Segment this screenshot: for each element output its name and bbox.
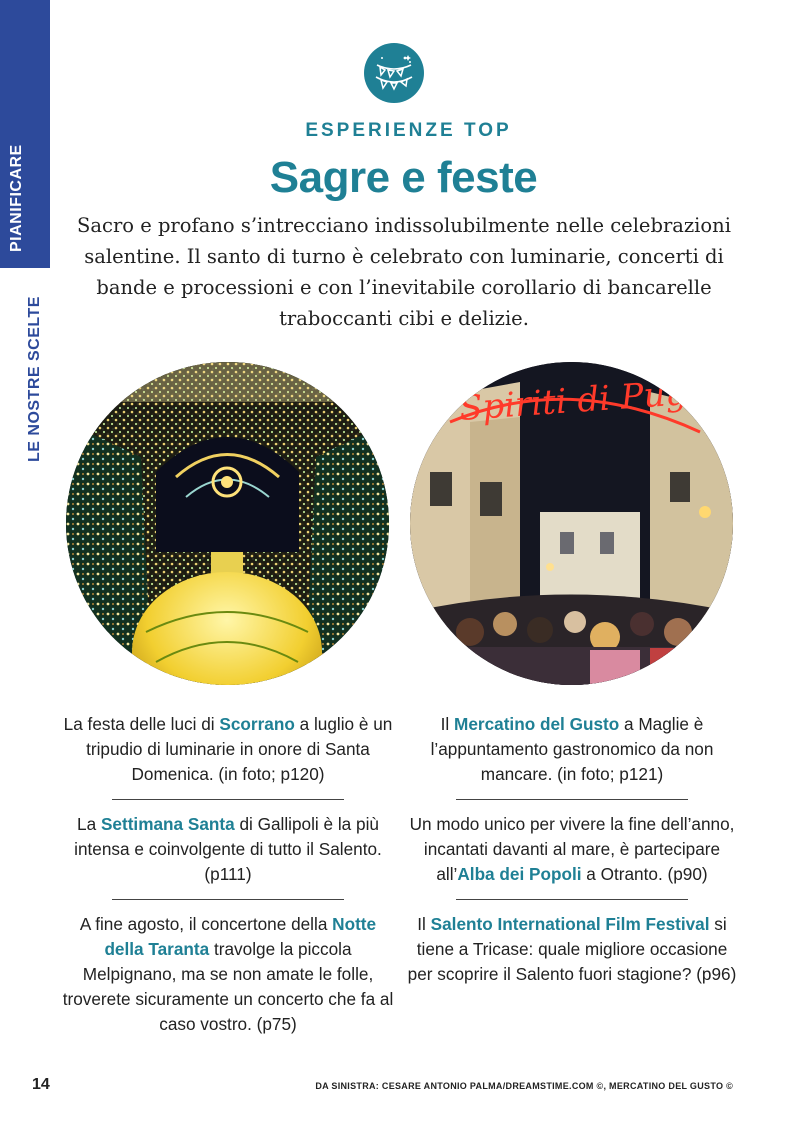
item-text: si tiene a Tricase: quale migliore occasione per scoprire il Salento fuori stagione? (p96) [407,914,737,984]
item-highlight: Notte della Taranta [104,914,377,959]
festival-lights-photo [66,362,389,685]
left-column [58,712,398,1049]
item-text: travolge la piccola Melpignano, ma se non amate le folle, troverete sicuramente un concerto che fa al caso vostro. (p75) [62,939,394,1034]
list-item [402,912,742,999]
section-kicker: ESPERIENZE TOP [305,120,512,141]
divider [112,899,344,900]
page-title: Sagre e feste [269,153,538,202]
item-highlight: Scorrano [219,714,295,734]
sidebar-subsection-label: LE NOSTRE SCELTE [26,296,43,462]
item-text: Il [440,714,455,734]
item-highlight: Mercatino del Gusto [454,714,620,734]
right-column [402,712,742,999]
list-item [58,912,398,1049]
divider [456,799,688,800]
list-item [402,812,742,899]
photo-credits: DA SINISTRA: CESARE ANTONIO PALMA/DREAMSTIME.COM ©, MERCATINO DEL GUSTO © [315,1081,733,1091]
item-text: Un modo unico per vivere la fine dell’anno, incantati davanti al mare, è partecipare all’ [409,814,735,884]
list-item [402,712,742,799]
item-highlight: Alba dei Popoli [457,864,582,884]
item-highlight: Salento International Film Festival [430,914,710,934]
item-text: a luglio è un tripudio di luminarie in onore di Santa Domenica. (in foto; p120) [86,714,393,784]
item-text: a Otranto. (p90) [581,864,708,884]
divider [112,799,344,800]
item-text: a Maglie è l’appuntamento gastronomico da non mancare. (in foto; p121) [430,714,714,784]
item-text: La [77,814,101,834]
item-text: A fine agosto, il concertone della [79,914,333,934]
item-text: Il [417,914,431,934]
market-street-photo [410,362,733,685]
sidebar-section-label: PIANIFICARE [8,144,25,252]
street-sign-lettering: Spiriti di Puglia [457,370,731,429]
item-highlight: Settimana Santa [100,814,235,834]
page-number: 14 [32,1076,50,1093]
list-item [58,712,398,799]
item-text: di Gallipoli è la più intensa e coinvolgente di tutto il Salento. (p111) [74,814,382,884]
bunting-flags-icon [364,43,424,103]
item-text: La festa delle luci di [63,714,220,734]
list-item [58,812,398,899]
divider [456,899,688,900]
intro-paragraph: Sacro e profano s’intrecciano indissolubilmente nelle celebrazioni salentine. Il santo di turno è celebrato con luminarie, concerti di bande e processioni e con l’inevitabile corollario di bancarelle traboccanti cibi e delizie. [77,214,731,330]
